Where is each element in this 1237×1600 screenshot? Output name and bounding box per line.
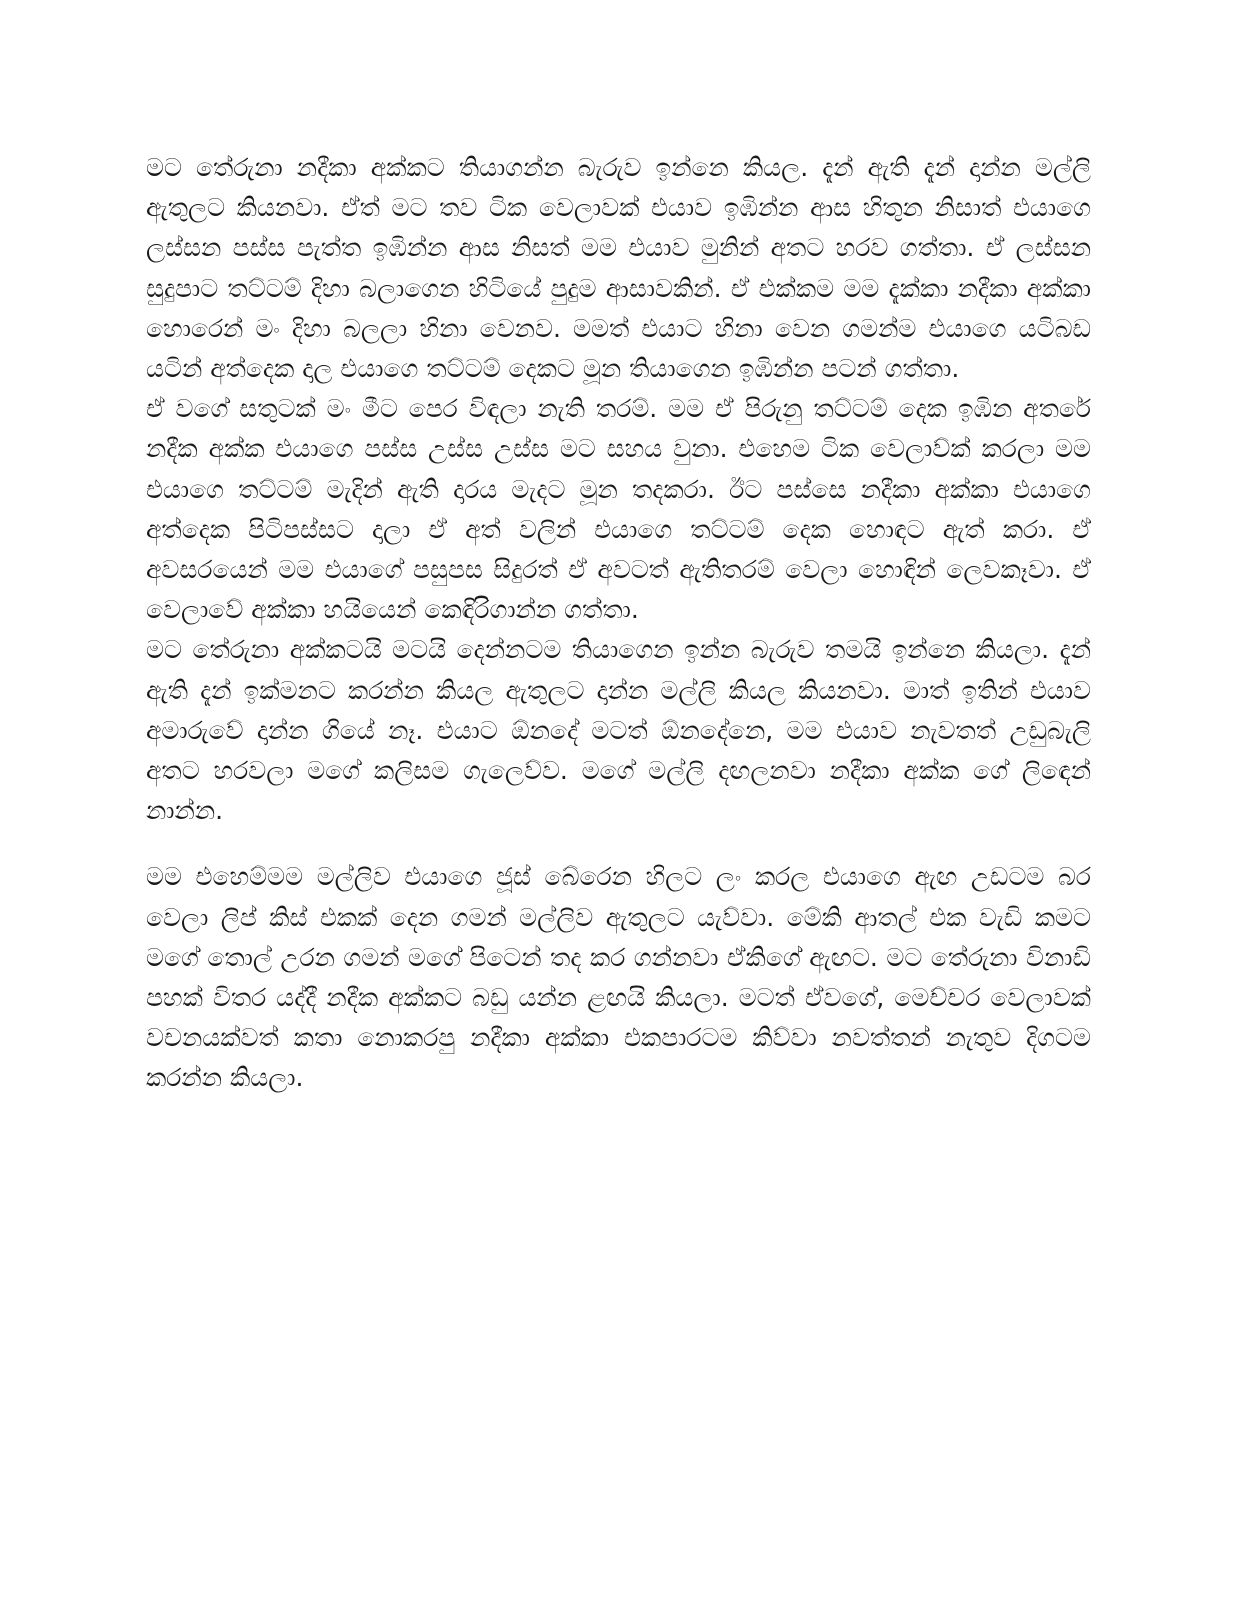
paragraph-1: මට තේරුනා නදීකා අක්කට තියාගන්න බැරුව ඉන්නෙ කියල. දැන් ඇති දැන් දාන්න මල්ලි ඇතුලට කියනවා. ඒත් මට තව ටික වෙලාවක් එයාව ඉඹින්න ආස හිතුන නිසාත් එයාගෙ ලස්සන පස්ස පැත්ත ඉඹින්න ආස නිසත් මම එයාව මුනින් අතට හරව ගත්තා. ඒ ලස්සන සුදුපාට තට්ටම් දිහා බලාගෙන හිටියේ පුදුම ආසාවකින්. ඒ එක්කම මම දැක්කා නදීකා අක්කා හොරෙන් මං දිහා බලලා හිනා වෙනව. මමත් එයාට හිනා වෙන ගමන්ම එයාගෙ යටිබඩ යටින් අත්දෙක දාල එයාගෙ තට්ටම් දෙකට මූන තියාගෙන ඉඹින්න පටන් ගත්තා. <box>146 153 1091 384</box>
paragraph-4: මම එහෙම්මම මල්ලිව එයාගෙ ජූස් බේරෙන හිලට ලං කරල එයාගෙ ඇඟ උඩටම බර වෙලා ලිප් කිස් එකක් දෙන ගමන් මල්ලිව ඇතුලට යැව්වා. මේකි ආතල් එක වැඩි කමට මගේ තොල් උරන ගමන් මගේ පිටෙන් තද කර ගන්නවා ඒකිගේ ඇඟට. මට තේරුනා විනාඩි පහක් විතර යද්දී නදීක අක්කට බඩු යන්න ළඟයි කියලා. මටත් ඒවගේ, මෙච්චර වෙලාවක් වචනයක්වත් කතා නොකරපු නදීකා අක්කා එකපාරටම කිව්වා නවත්තන් නැතුව දිගටම කරන්න කියලා. <box>146 862 1091 1093</box>
story-text <box>146 148 1091 1099</box>
paragraph-2: ඒ වගේ සතුටක් මං මීට පෙර විඳලා නැති තරම්. මම ඒ පිරුනු තට්ටම් දෙක ඉඹින අතරේ නදීක අක්ක එයාගෙ පස්ස උස්ස උස්ස මට සහය වුනා. එහෙම ටික වෙලාව්ක් කරලා මම එයාගෙ තට්ටම් මැදින් ඇති දාරය මැදට මූන තදකරා. ඊට පස්සෙ නදීකා අක්කා එයාගෙ අත්දෙක පිටිපස්සට දාලා ඒ අත් වලින් එයාගෙ තට්ටම් දෙක හොඳට ඇත් කරා. ඒ අවසරයෙන් මම එයාගේ පසුපස සිදුරත් ඒ අවටත් ඇතිතරම් වෙලා හොඳින් ලෙවකෑවා. ඒ වෙලාවේ අක්කා හයියෙන් කෙඳිරිගාන්න ගත්තා. <box>146 394 1091 625</box>
paragraph-3: මට තේරුනා අක්කටයි මටයි දෙන්නටම තියාගෙන ඉන්න බැරුව තමයි ඉන්නෙ කියලා. දැන් ඇති දැන් ඉක්මනට කරන්න කියල ඇතුලට දාන්න මල්ලි කියල කියනවා. මාත් ඉතින් එයාව අමාරුවේ දාන්න ගියේ නෑ. එයාට ඕනදේ මටත් ඕනදේනෙ, මම එයාව නැවතත් උඩුබැලි අතට හරවලා මගේ කලිසම ගැලෙව්ව. මගේ මල්ලි දඟලනවා නදීකා අක්ක ගේ ලිඳෙන් නාන්න. <box>146 635 1091 826</box>
